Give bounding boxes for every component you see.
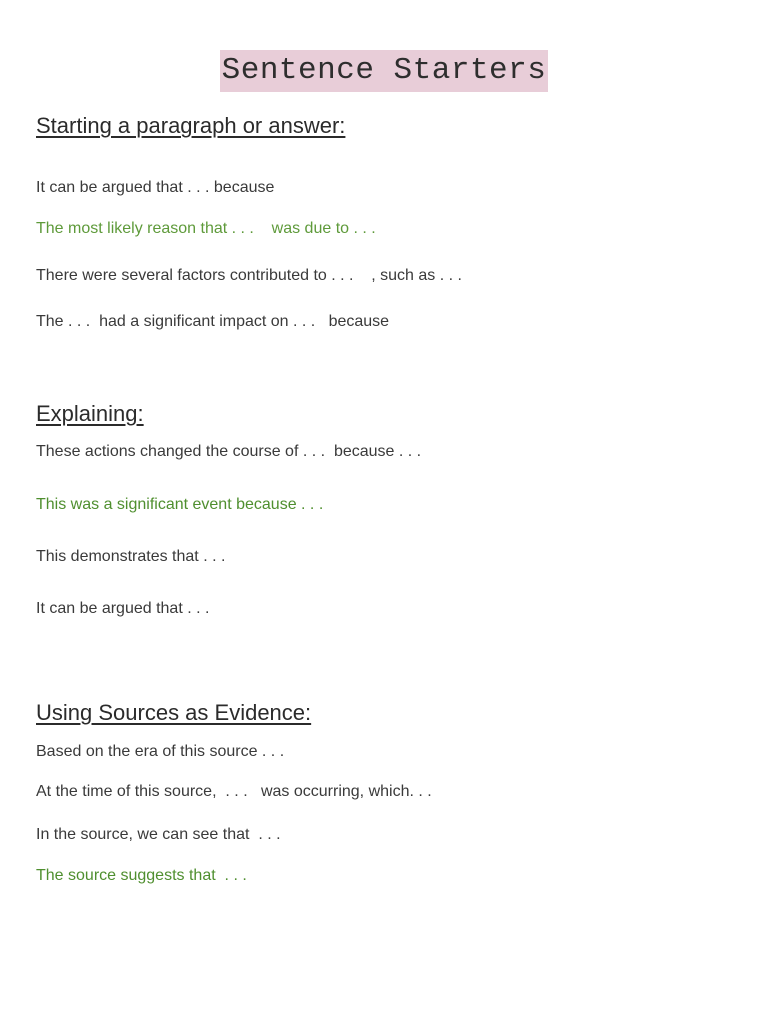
sentence-starter: These actions changed the course of . . . because . . . [36, 443, 422, 460]
sentence-starter: It can be argued that . . . because [36, 179, 275, 196]
page-title: Sentence Starters [220, 50, 549, 92]
title-container [0, 50, 768, 92]
sentence-starter: The . . . had a significant impact on . . . because [36, 313, 390, 330]
sentence-starter: The most likely reason that . . . was due to . . . [36, 220, 376, 237]
sentence-starter: The source suggests that . . . [36, 867, 247, 884]
sentence-starter: It can be argued that . . . [36, 600, 210, 617]
sentence-starter: This was a significant event because . . . [36, 496, 324, 513]
section-heading-starting: Starting a paragraph or answer: [36, 113, 346, 138]
sentence-starter: In the source, we can see that . . . [36, 826, 281, 843]
sentence-starter: This demonstrates that . . . [36, 548, 226, 565]
sentence-starter: At the time of this source, . . . was occurring, which. . . [36, 783, 432, 800]
sentence-starter: Based on the era of this source . . . [36, 743, 285, 760]
section-heading-explaining: Explaining: [36, 401, 144, 426]
sentence-starter: There were several factors contributed to . . . , such as . . . [36, 267, 462, 284]
section-heading-sources: Using Sources as Evidence: [36, 700, 312, 725]
